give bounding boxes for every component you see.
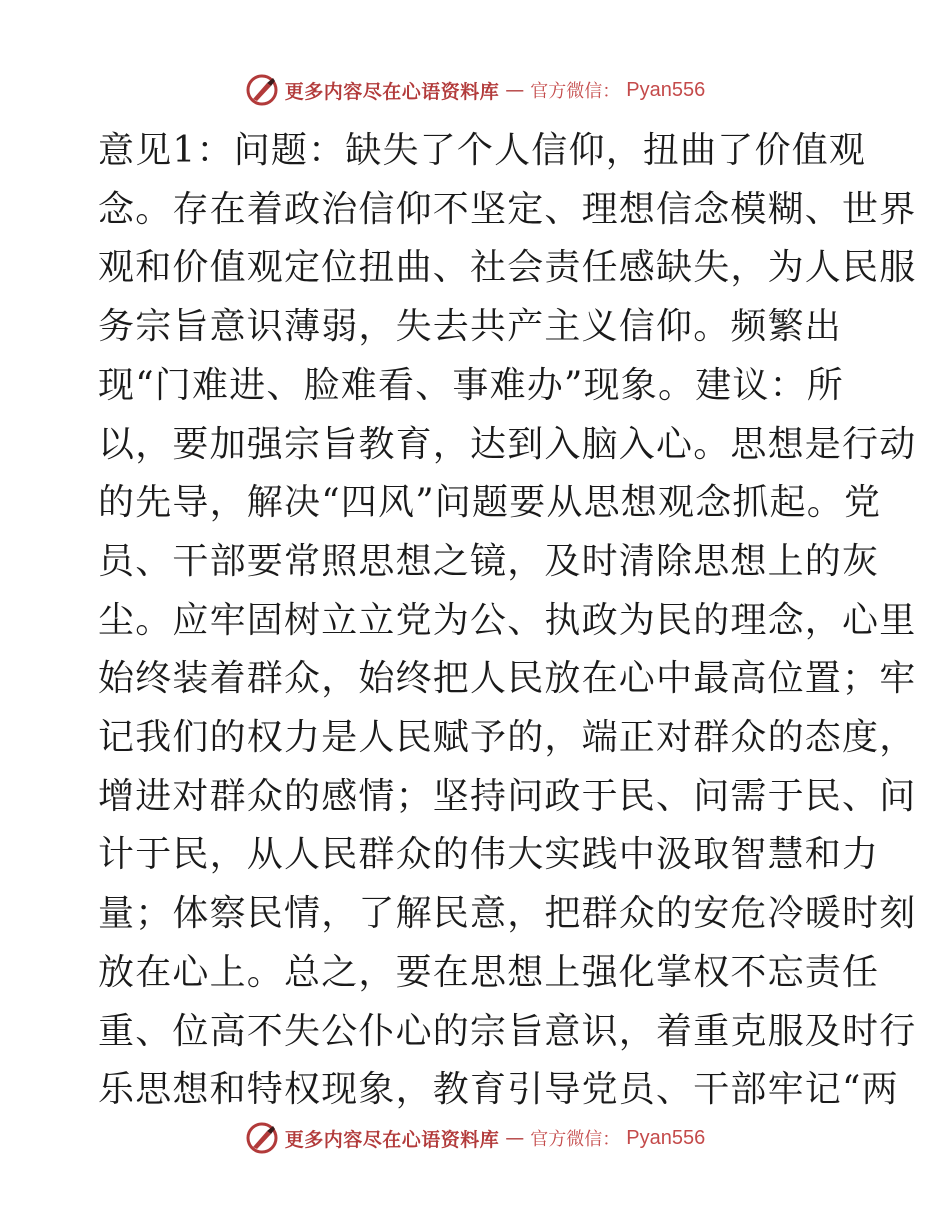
text-line: 员、干部要常照思想之镜，及时清除思想上的灰 bbox=[98, 540, 880, 582]
header-watermark bbox=[0, 70, 950, 110]
watermark-main-text: 更多内容尽在心语资料库 bbox=[284, 80, 500, 103]
text-line: 重、位高不失公仆心的宗旨意识，着重克服及时行 bbox=[98, 1010, 917, 1052]
text-line: 务宗旨意识薄弱，失去共产主义信仰。频繁出 bbox=[98, 306, 843, 348]
watermark-main-text: 更多内容尽在心语资料库 bbox=[284, 1128, 500, 1151]
text-line: 记我们的权力是人民赋予的，端正对群众的态度， bbox=[98, 717, 917, 759]
text-line: 放在心上。总之，要在思想上强化掌权不忘责任 bbox=[98, 951, 880, 993]
text-line: 始终装着群众，始终把人民放在心中最高位置；牢 bbox=[98, 658, 917, 700]
text-line: 念。存在着政治信仰不坚定、理想信念模糊、世界 bbox=[98, 188, 917, 230]
text-line: 的先导，解决“四风”问题要从思想观念抓起。党 bbox=[98, 482, 882, 524]
text-line: 观和价值观定位扭曲、社会责任感缺失，为人民服 bbox=[98, 247, 917, 289]
text-line: 增进对群众的感情；坚持问政于民、问需于民、问 bbox=[98, 775, 917, 817]
text-line: 以，要加强宗旨教育，达到入脑入心。思想是行动 bbox=[98, 423, 917, 465]
footer-watermark bbox=[0, 1118, 950, 1158]
watermark-wechat-label: 官方微信： bbox=[530, 81, 621, 102]
pen-circle-logo-icon bbox=[245, 1121, 279, 1155]
pen-circle-logo-icon bbox=[245, 73, 279, 107]
watermark-wechat-id: Pyan556 bbox=[626, 1126, 706, 1149]
text-line: 计于民，从人民群众的伟大实践中汲取智慧和力 bbox=[98, 834, 880, 876]
text-line: 现“门难进、脸难看、事难办”现象。建议：所 bbox=[98, 364, 845, 406]
watermark-separator: — bbox=[505, 79, 525, 101]
text-line: 尘。应牢固树立立党为公、执政为民的理念，心里 bbox=[98, 599, 917, 641]
document-body bbox=[98, 122, 917, 1120]
watermark-wechat-label: 官方微信： bbox=[530, 1129, 621, 1150]
text-line: 乐思想和特权现象，教育引导党员、干部牢记“两 bbox=[98, 1069, 899, 1111]
watermark-separator: — bbox=[505, 1127, 525, 1149]
text-line: 意见1：问题：缺失了个人信仰，扭曲了价值观 bbox=[98, 130, 867, 171]
watermark-wechat-id: Pyan556 bbox=[626, 78, 706, 101]
text-line: 量；体察民情，了解民意，把群众的安危冷暖时刻 bbox=[98, 893, 917, 935]
